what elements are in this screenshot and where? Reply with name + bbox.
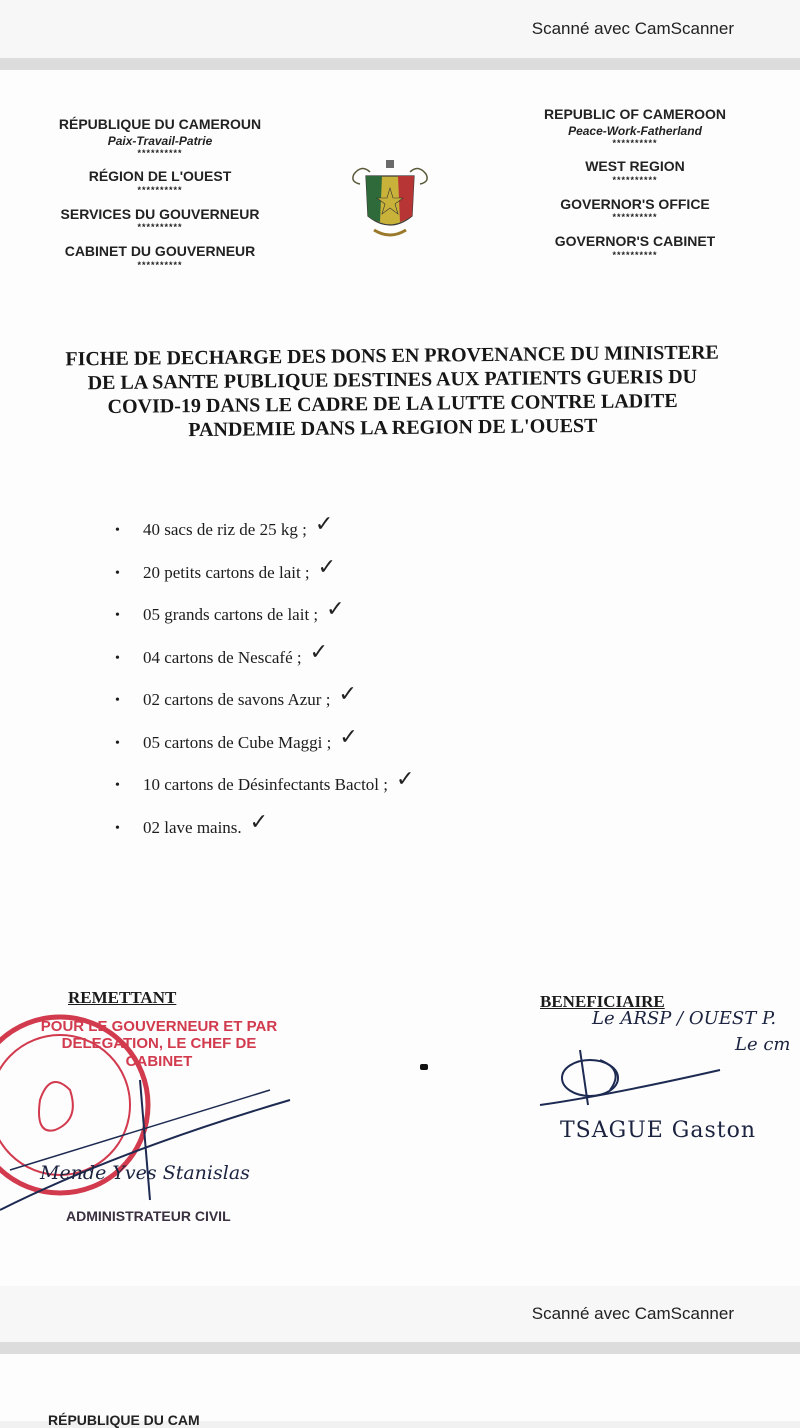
separator: ********** xyxy=(137,259,183,270)
item-text: 05 cartons de Cube Maggi ; xyxy=(143,732,332,752)
remettant-title: ADMINISTRATEUR CIVIL xyxy=(66,1208,231,1224)
title-line: PANDEMIE DANS LA REGION DE L'OUEST xyxy=(188,414,598,442)
beneficiaire-name: TSAGUE Gaston xyxy=(560,1118,757,1143)
document-title xyxy=(25,340,761,444)
list-item xyxy=(115,724,414,776)
list-item xyxy=(115,554,414,606)
bullet: • xyxy=(115,608,120,623)
header-left-services: SERVICES DU GOUVERNEUR xyxy=(60,205,260,222)
beneficiaire-signature-icon xyxy=(530,1040,730,1120)
item-text: 04 cartons de Nescafé ; xyxy=(143,647,302,667)
bullet: • xyxy=(115,565,120,581)
check-mark-icon: ✓ xyxy=(317,554,337,580)
bottom-scan-bar xyxy=(0,1286,800,1342)
next-page-header-fragment: RÉPUBLIQUE DU CAM xyxy=(48,1412,200,1428)
header-left xyxy=(40,116,280,281)
remettant-signature-name: Mende Yves Stanislas xyxy=(40,1162,250,1184)
header-left-region: RÉGION DE L'OUEST xyxy=(88,168,232,185)
separator: ********** xyxy=(612,137,658,148)
header-right-cabinet: GOVERNOR'S CABINET xyxy=(554,233,716,250)
header-right-region: WEST REGION xyxy=(585,158,685,175)
scan-watermark: Scanné avec CamScanner xyxy=(531,1304,734,1323)
stamp-line: DELEGATION, LE CHEF DE xyxy=(61,1035,257,1053)
check-mark-icon: ✓ xyxy=(314,512,334,537)
bullet: • xyxy=(115,650,120,666)
ink-dot xyxy=(420,1064,428,1070)
item-text: 02 cartons de savons Azur ; xyxy=(143,690,331,709)
next-page xyxy=(0,1354,800,1428)
page-divider-bottom xyxy=(0,1342,800,1354)
item-text: 20 petits cartons de lait ; xyxy=(143,562,310,582)
top-scan-bar xyxy=(0,0,800,58)
title-line: FICHE DE DECHARGE DES DONS EN PROVENANCE DU MINISTERE xyxy=(65,341,719,371)
remettant-heading: REMETTANT xyxy=(68,988,177,1007)
list-item xyxy=(115,597,414,648)
beneficiaire-note-2: Le cm xyxy=(735,1034,791,1055)
check-mark-icon: ✓ xyxy=(326,597,345,622)
check-mark-icon: ✓ xyxy=(338,682,357,707)
separator: ********** xyxy=(612,249,658,260)
bullet: • xyxy=(115,778,120,793)
title-line: COVID-19 DANS LE CADRE DE LA LUTTE CONTRE LADITE xyxy=(107,390,678,418)
header-right-country: REPUBLIC OF CAMEROON xyxy=(544,106,726,122)
item-text: 40 sacs de riz de 25 kg ; xyxy=(143,520,307,539)
title-line: DE LA SANTE PUBLIQUE DESTINES AUX PATIENTS GUERIS DU xyxy=(87,365,698,395)
coat-of-arms-icon xyxy=(340,154,440,246)
check-mark-icon: ✓ xyxy=(249,809,269,835)
scan-watermark: Scanné avec CamScanner xyxy=(531,19,734,38)
bullet: • xyxy=(115,735,120,751)
beneficiaire-heading: BENEFICIAIRE xyxy=(540,992,665,1011)
separator: ********** xyxy=(137,222,183,233)
check-mark-icon: ✓ xyxy=(396,767,415,792)
header-right-office: GOVERNOR'S OFFICE xyxy=(560,195,710,212)
stamp-line: CABINET xyxy=(125,1052,193,1070)
header-right-motto: Peace-Work-Fatherland xyxy=(568,123,702,138)
separator: ********** xyxy=(137,184,183,195)
item-text: 10 cartons de Désinfectants Bactol ; xyxy=(143,775,389,794)
beneficiaire-note: Le ARSP / OUEST P. xyxy=(592,1008,777,1029)
separator: ********** xyxy=(137,147,183,158)
header-right xyxy=(515,106,755,271)
item-text: 05 grands cartons de lait ; xyxy=(143,605,319,624)
bullet: • xyxy=(115,820,120,836)
separator: ********** xyxy=(612,174,658,185)
donation-items-list xyxy=(115,512,415,860)
bullet: • xyxy=(115,693,120,708)
item-text: 02 lave mains. xyxy=(143,817,242,837)
list-item xyxy=(115,512,414,563)
check-mark-icon: ✓ xyxy=(309,639,329,665)
page-divider-top xyxy=(0,58,800,70)
list-item xyxy=(115,809,414,861)
header-left-cabinet: CABINET DU GOUVERNEUR xyxy=(64,243,256,260)
bullet: • xyxy=(115,523,120,538)
header-left-motto: Paix-Travail-Patrie xyxy=(107,133,213,148)
list-item xyxy=(115,639,414,691)
list-item xyxy=(115,682,414,733)
header-left-country: RÉPUBLIQUE DU CAMEROUN xyxy=(58,116,262,132)
separator: ********** xyxy=(612,212,658,223)
stamp-line: POUR LE GOUVERNEUR ET PAR xyxy=(40,1018,278,1035)
check-mark-icon: ✓ xyxy=(339,724,358,750)
remettant-signature-icon xyxy=(0,1060,300,1230)
